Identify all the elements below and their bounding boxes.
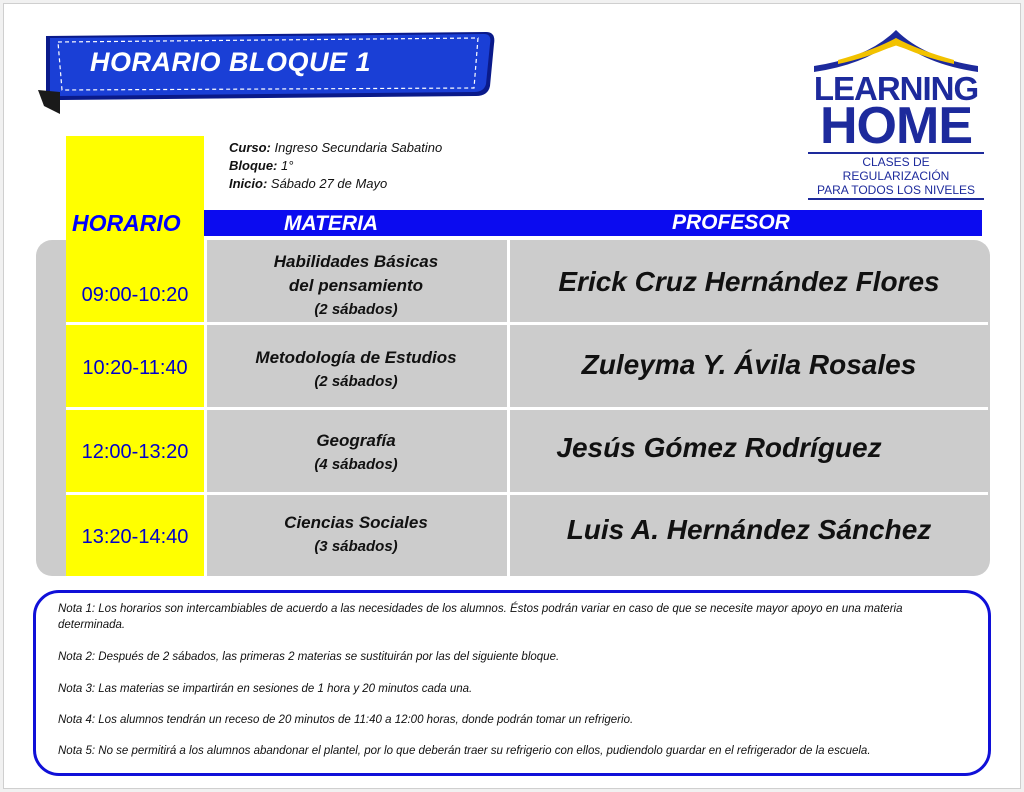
bloque-line: Bloque: 1°: [229, 158, 294, 173]
note-3: Nota 3: Las materias se impartirán en sesiones de 1 hora y 20 minutos cada una.: [58, 683, 473, 695]
note-1: Nota 1: Los horarios son intercambiables de acuerdo a las necesidades de los alumnos. Éstos podrán variar en caso de que se necesite mayor apoyo en una materia determinada.: [58, 603, 903, 631]
logo-tagline: [808, 152, 984, 200]
subject-1-line-3: (2 sábados): [314, 301, 398, 318]
teacher-cell-2: Zuleyma Y. Ávila Rosales: [581, 349, 917, 380]
subject-3-line-2: (4 sábados): [314, 456, 398, 473]
note-5: Nota 5: No se permitirá a los alumnos abandonar el plantel, por lo que deberán traer su refrigerio con ellos, pudiendolo guardar en el refrigerador de la escuela.: [58, 745, 871, 757]
subject-cell-2: [206, 346, 506, 394]
subject-cell-3: [206, 429, 506, 477]
house-roof-icon: [808, 24, 984, 74]
logo-home-text: HOME: [820, 97, 972, 155]
time-cell-2: 10:20-11:40: [82, 357, 188, 379]
subject-1-line-1: Habilidades Básicas: [273, 252, 439, 271]
subject-2-line-2: (2 sábados): [314, 373, 398, 390]
header-horario: HORARIO: [72, 210, 181, 236]
time-cell-3: 12:00-13:20: [81, 441, 189, 463]
logo-tagline-2: PARA TODOS LOS NIVELES: [816, 183, 976, 197]
notes-box: [33, 590, 991, 776]
subject-4-line-1: Ciencias Sociales: [284, 513, 428, 532]
curso-line: Curso: Ingreso Secundaria Sabatino: [229, 140, 443, 155]
subject-cell-4: [206, 511, 506, 559]
subject-3-line-1: Geografía: [316, 431, 396, 450]
subject-4-line-2: (3 sábados): [314, 538, 398, 555]
teacher-cell-1: Erick Cruz Hernández Flores: [558, 266, 940, 297]
note-2: Nota 2: Después de 2 sábados, las primeras 2 materias se sustituirán por las del siguiente bloque.: [58, 651, 560, 663]
logo-learning-text: LEARNING: [813, 70, 979, 107]
subject-1-line-2: del pensamiento: [288, 276, 424, 295]
subject-cell-1: [206, 250, 506, 322]
header-profesor: PROFESOR: [672, 211, 790, 234]
page-title: HORARIO BLOQUE 1: [90, 47, 372, 77]
time-column: [66, 136, 204, 576]
course-info: [229, 139, 442, 193]
header-materia: MATERIA: [284, 212, 379, 235]
teacher-cell-4: Luis A. Hernández Sánchez: [566, 514, 932, 545]
note-4: Nota 4: Los alumnos tendrán un receso de 20 minutos de 11:40 a 12:00 horas, donde podrán tomar un refrigerio.: [58, 714, 634, 726]
logo-tagline-1: CLASES DE REGULARIZACIÓN: [842, 155, 950, 183]
time-cell-1: 09:00-10:20: [81, 284, 189, 306]
subject-2-line-1: Metodología de Estudios: [255, 348, 457, 367]
teacher-cell-3: Jesús Gómez Rodríguez: [556, 432, 882, 463]
time-cell-4: 13:20-14:40: [81, 526, 189, 548]
inicio-line: Inicio: Sábado 27 de Mayo: [229, 176, 388, 191]
learning-home-logo: [808, 24, 984, 197]
